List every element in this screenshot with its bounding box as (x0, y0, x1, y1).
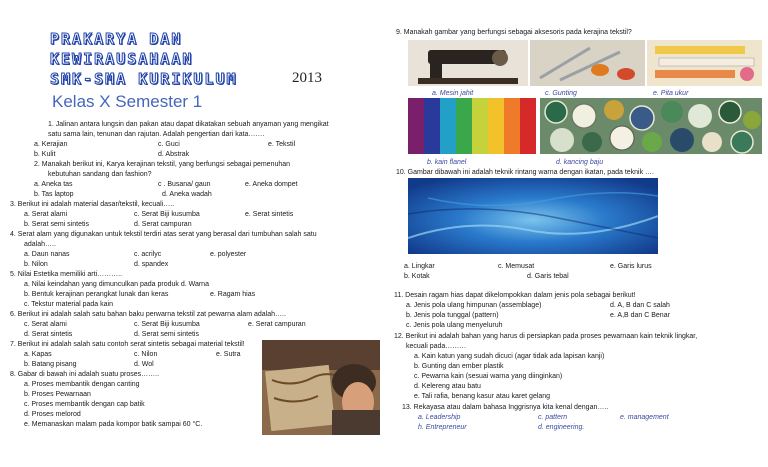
q12-line1: 12. Berikut ini adalah bahan yang harus di persiapkan pada proses pewarnaan kain teknik lingkar, (394, 333, 698, 340)
q5-opt-c: c. Tekstur material pada kain (24, 301, 113, 308)
q1-line1: 1. Jalinan antara lungsin dan pakan atau dapat dikatakan sebuah anyaman yang mengikat (48, 121, 329, 128)
q13-opt-d: d. engineering. (538, 424, 585, 431)
q11-opt-b: b. Jenis pola tunggal (pattern) (406, 312, 499, 319)
q13-opt-h: h. Entrepreneur (418, 424, 467, 431)
q9-opt-b: b. kain flanel (427, 159, 467, 166)
q3-opt-e: e. Serat sintetis (245, 211, 294, 218)
q4-opt-a: a. Daun nanas (24, 251, 70, 258)
q10-opt-e: e. Garis lurus (610, 263, 652, 270)
q1-line2: satu sama lain, tenunan dan rajutan. Adalah pengertian dari kata……. (48, 131, 265, 138)
q11-opt-e: e. A,B dan C Benar (610, 312, 670, 319)
q12-opt-a: a. Kain katun yang sudah dicuci (agar tidak ada lapisan kanji) (414, 353, 605, 360)
tie-dye-photo (408, 178, 658, 254)
q8-opt-c: c. Proses membantik dengan cap batik (24, 401, 145, 408)
q12-opt-d: d. Kelereng atau batu (414, 383, 481, 390)
q2-opt-c: c . Busana/ gaun (158, 181, 211, 188)
q7-opt-b: b. Batang pisang (24, 361, 77, 368)
q5-text: 5. Nilai Estetika memiliki arti……….. (10, 271, 123, 278)
q8-opt-e: e. Memanaskan malam pada kompor batik sampai 60 °C. (24, 421, 203, 428)
q7-opt-a: a. Kapas (24, 351, 52, 358)
q11-text: 11. Desain ragam hias dapat dikelompokkan dalam jenis pola sebagai berikut! (394, 292, 636, 299)
q1-opt-b: b. Kulit (34, 151, 56, 158)
q1-opt-c: c. Guci (158, 141, 180, 148)
q6-text: 6. Berikut ini adalah salah satu bahan baku perwarna tekstil zat pewarna alam adalah….. (10, 311, 286, 318)
q4-opt-c: c. acrilyc (134, 251, 162, 258)
q12-opt-c: c. Pewarna kain (sesuai warna yang diinginkan) (414, 373, 563, 380)
title-year: 2013 (292, 70, 322, 86)
flannel-photo (408, 98, 536, 154)
q9-text: 9. Manakah gambar yang berfungsi sebagai aksesoris pada kerajina tekstil? (396, 29, 632, 36)
q1-opt-a: a. Kerajian (34, 141, 68, 148)
q3-opt-b: b. Serat semi sintetis (24, 221, 89, 228)
q2-opt-a: a. Aneka tas (34, 181, 73, 188)
q4-line2: adalah….. (24, 241, 56, 248)
q8-opt-d: d. Proses melorod (24, 411, 81, 418)
q12-opt-b: b. Gunting dan ember plastik (414, 363, 504, 370)
q4-opt-b: b. Nilon (24, 261, 48, 268)
title-line-3: SMK-SMA KURIKULUM (50, 70, 238, 88)
q7-opt-d: d. Wol (134, 361, 154, 368)
q9-opt-e: e. Pita ukur (653, 90, 689, 97)
q7-opt-e: e. Sutra (216, 351, 241, 358)
q5-opt-e: e. Ragam hias (210, 291, 256, 298)
q10-text: 10. Gambar dibawah ini adalah teknik rintang warna dengan ikatan, pada teknik …. (396, 169, 654, 176)
q2-opt-d: d. Aneka wadah (162, 191, 212, 198)
q6-opt-d2: d. Serat semi sintetis (134, 331, 199, 338)
q2-line2: kebutuhan sandang dan fashion? (48, 171, 152, 178)
q12-opt-e: e. Tali rafia, benang kasur atau karet gelang (414, 393, 551, 400)
q2-line1: 2. Manakah berikut ini, Karya kerajinan tekstil, yang berfungsi sebagai pemenuhan (34, 161, 291, 168)
q4-opt-e: e. polyester (210, 251, 247, 258)
q7-text: 7. Berikut ini adalah salah satu contoh serat sintetis sebagai material tekstil! (10, 341, 245, 348)
q6-opt-d1: d. Serat sintetis (24, 331, 73, 338)
q5-opt-b: b. Bentuk kerajinan perangkat lunak dan keras (24, 291, 169, 298)
q1-opt-d: d. Abstrak (158, 151, 190, 158)
title-line-2: KEWIRAUSAHAAN (50, 50, 194, 68)
q3-opt-a: a. Serat alami (24, 211, 68, 218)
q11-opt-a: a. Jenis pola ulang himpunan (assemblage) (406, 302, 542, 309)
q1-opt-e: e. Tekstil (268, 141, 296, 148)
q6-opt-e: e. Serat campuran (248, 321, 306, 328)
q11-opt-d: d. A, B dan C salah (610, 302, 670, 309)
q10-opt-c: c. Memusat (498, 263, 535, 270)
sewing-machine-photo (408, 40, 528, 86)
q8-opt-b: b. Proses Pewarnaan (24, 391, 91, 398)
measuring-tape-photo (647, 40, 762, 86)
semester-heading: Kelas X Semester 1 (52, 92, 203, 111)
buttons-photo (540, 98, 762, 154)
q10-opt-d: d. Garis tebal (527, 273, 569, 280)
scissors-photo (530, 40, 645, 86)
q13-opt-a: a. Leadership (418, 414, 461, 421)
q2-opt-e: e. Aneka dompet (245, 181, 298, 188)
batik-process-photo (262, 340, 380, 435)
q10-opt-b: b. Kotak (404, 273, 430, 280)
title-line-1: PRAKARYA DAN (50, 30, 183, 48)
q3-opt-d: d. Serat campuran (134, 221, 192, 228)
q9-opt-c: c. Gunting (545, 90, 577, 97)
q3-opt-c: c. Serat Biji kusumba (134, 211, 200, 218)
q9-opt-d: d. kancing baju (556, 159, 604, 166)
q4-opt-d: d. spandex (134, 261, 169, 268)
q9-opt-a: a. Mesin jahit (432, 90, 474, 97)
q4-line1: 4. Serat alam yang digunakan untuk tekstil terdiri atas serat yang berasal dari tumbuhan salah satu (10, 231, 317, 238)
q6-opt-c1: c. Serat alami (24, 321, 67, 328)
q11-opt-c: c. Jenis pola ulang menyeluruh (406, 322, 503, 329)
q13-text: 13. Rekayasa atau dalam bahasa Inggrisnya kita kenal dengan….. (402, 404, 609, 411)
q12-line2: kecuali pada……… (406, 343, 467, 350)
q10-opt-a: a. Lingkar (404, 263, 435, 270)
q3-text: 3. Berikut ini adalah material dasar/tekstil, kecuali….. (10, 201, 175, 208)
q13-opt-e: e. management (620, 414, 669, 421)
q2-opt-b: b. Tas laptop (34, 191, 74, 198)
q8-opt-a: a. Proses membantik dengan canting (24, 381, 140, 388)
q5-opt-a: a. Nilai keindahan yang dimunculkan pada produk d. Warna (24, 281, 209, 288)
q7-opt-c: c. Nilon (134, 351, 158, 358)
q13-opt-c: c. pattern (538, 414, 568, 421)
q8-text: 8. Gabar di bawah ini adalah suatu proses…….. (10, 371, 160, 378)
q6-opt-c2: c. Serat Biji kusumba (134, 321, 200, 328)
